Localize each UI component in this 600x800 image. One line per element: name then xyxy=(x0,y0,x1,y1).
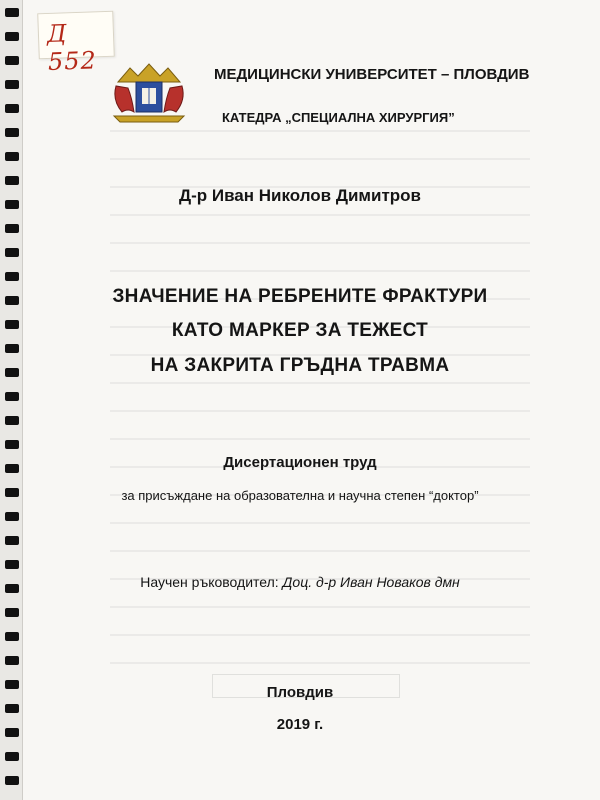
binding-ring xyxy=(5,440,19,449)
binding-ring xyxy=(5,632,19,641)
supervisor-name: Доц. д-р Иван Новаков дмн xyxy=(282,574,460,590)
title-line-3: НА ЗАКРИТА ГРЪДНА ТРАВМА xyxy=(150,355,450,376)
show-through-lines xyxy=(110,130,530,700)
year: 2019 г. xyxy=(276,716,324,733)
city: Пловдив xyxy=(266,684,334,701)
binding-ring xyxy=(5,128,19,137)
university-name: МЕДИЦИНСКИ УНИВЕРСИТЕТ – ПЛОВДИВ xyxy=(214,66,530,83)
document-type: Дисертационен труд xyxy=(223,454,377,471)
binding-ring xyxy=(5,608,19,617)
binding-ring xyxy=(5,80,19,89)
binding-ring xyxy=(5,512,19,521)
author-name: Д-р Иван Николов Димитров xyxy=(178,186,421,205)
title-line-1: ЗНАЧЕНИЕ НА РЕБРЕНИТЕ ФРАКТУРИ xyxy=(112,286,488,307)
department-name: КАТЕДРА „СПЕЦИАЛНА ХИРУРГИЯ” xyxy=(222,110,455,125)
binding-ring xyxy=(5,344,19,353)
binding-ring xyxy=(5,776,19,785)
binding-ring xyxy=(5,152,19,161)
binding-ring xyxy=(5,56,19,65)
binding-ring xyxy=(5,656,19,665)
sticker-text: Д 552 xyxy=(46,19,98,76)
binding-ring xyxy=(5,176,19,185)
binding-ring xyxy=(5,104,19,113)
supervisor-line xyxy=(0,574,600,590)
binding-spine xyxy=(0,0,23,800)
university-crest-icon xyxy=(108,62,190,124)
binding-ring xyxy=(5,392,19,401)
binding-ring xyxy=(5,416,19,425)
binding-ring xyxy=(5,560,19,569)
binding-ring xyxy=(5,32,19,41)
library-sticker xyxy=(37,11,115,76)
binding-ring xyxy=(5,272,19,281)
binding-ring xyxy=(5,248,19,257)
binding-ring xyxy=(5,536,19,545)
binding-ring xyxy=(5,752,19,761)
binding-ring xyxy=(5,224,19,233)
supervisor-label: Научен ръководител: xyxy=(140,574,279,590)
binding-ring xyxy=(5,704,19,713)
title-line-2: КАТО МАРКЕР ЗА ТЕЖЕСТ xyxy=(171,320,429,341)
degree-description: за присъждане на образователна и научна степен “доктор” xyxy=(121,488,479,503)
binding-ring xyxy=(5,8,19,17)
